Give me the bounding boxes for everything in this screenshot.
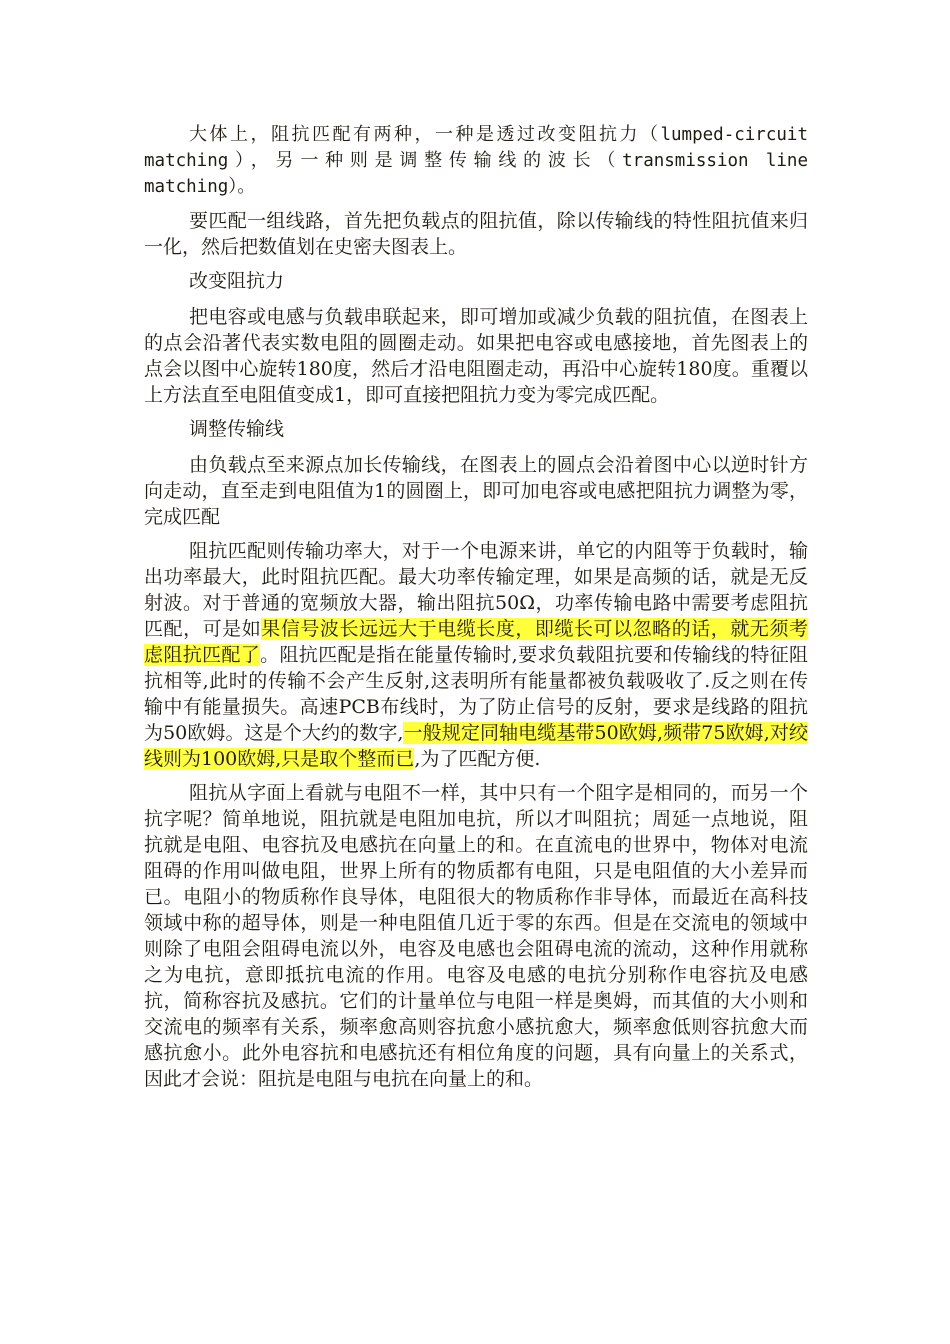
highlighted-text: 果信号波长远远大于电缆长度，即缆长可以忽略的话，就无须考虑阻抗匹配了	[144, 618, 808, 666]
text-span: ）。	[228, 176, 256, 197]
paragraph-impedance-definition: 阻抗从字面上看就与电阻不一样，其中只有一个阻字是相同的，而另一个抗字呢？简单地说，阻抗就是电阻加电抗，所以才叫阻抗；周延一点地说，阻抗就是电阻、电容抗及电感抗在向量上的和。在直流电的世界中，物体对电流阻碍的作用叫做电阻，世界上所有的物质都有电阻，只是电阻值的大小差异而已。电阻小的物质称作良导体，电阻很大的物质称作非导体，而最近在高科技领域中称的超导体，则是一种电阻值几近于零的东西。但是在交流电的领域中则除了电阻会阻碍电流以外，电容及电感也会阻碍电流的流动，这种作用就称之为电抗，意即抵抗电流的作用。电容及电感的电抗分别称作电容抗及电感抗，简称容抗及感抗。它们的计量单位与电阻一样是奥姆，而其值的大小则和交流电的频率有关系，频率愈高则容抗愈小感抗愈大，频率愈低则容抗愈大而感抗愈小。此外电容抗和电感抗还有相位角度的问题，具有向量上的关系式，因此才会说：阻抗是电阻与电抗在向量上的和。	[144, 782, 808, 1090]
paragraph-power-transfer	[144, 538, 808, 772]
paragraph-matching-types	[144, 122, 808, 200]
document-body	[144, 122, 808, 1100]
paragraph-series-components: 把电容或电感与负载串联起来，即可增加或减少负载的阻抗值，在图表上的点会沿著代表实数电阻的圆圈走动。如果把电容或电感接地，首先图表上的点会以图中心旋转180度，然后才沿电阻圈走动，再沿中心旋转180度。重覆以上方法直至电阻值变成1，即可直接把阻抗力变为零完成匹配。	[144, 306, 808, 406]
highlighted-text: 一般规定同轴电缆基带50欧姆,频带75欧姆,对绞线则为100欧姆,只是取个整而已	[144, 722, 809, 770]
section-heading-change-reactance: 改变阻抗力	[189, 270, 285, 292]
text-span: ,为了匹配方便.	[414, 748, 541, 770]
paragraph-normalize: 要匹配一组线路，首先把负载点的阻抗值，除以传输线的特性阻抗值来归一化，然后把数值划在史密夫图表上。	[144, 210, 808, 258]
term-transmission-line: transmission line matching	[144, 151, 808, 197]
text-span: ），另一种则是调整传输线的波长（	[228, 150, 623, 171]
term-lumped-circuit: lumped-circuit matching	[144, 125, 808, 171]
text-span: 。阻抗匹配是指在能量传输时,要求负载阻抗要和传输线的特征阻抗相等,此时的传输不会产生反射,这表明所有能量都被负载吸收了.反之则在传输中有能量损失。高速PCB布线时，为了防止信号的反射，要求是线路的阻抗为50欧姆。这是个大约的数字,	[144, 644, 808, 744]
section-heading-adjust-line: 调整传输线	[189, 418, 285, 440]
paragraph-lengthen-line: 由负载点至来源点加长传输线，在图表上的圆点会沿着图中心以逆时针方向走动，直至走到电阻值为1的圆圈上，即可加电容或电感把阻抗力调整为零，完成匹配	[144, 454, 808, 528]
text-span: 大体上，阻抗匹配有两种，一种是透过改变阻抗力（	[189, 124, 661, 145]
text-span: 阻抗匹配则传输功率大，对于一个电源来讲，单它的内阻等于负载时，输出功率最大，此时阻抗匹配。最大功率传输定理，如果是高频的话，就是无反射波。对于普通的宽频放大器，输出阻抗50Ω，功率传输电路中需要考虑阻抗匹配，可是如	[144, 540, 808, 640]
